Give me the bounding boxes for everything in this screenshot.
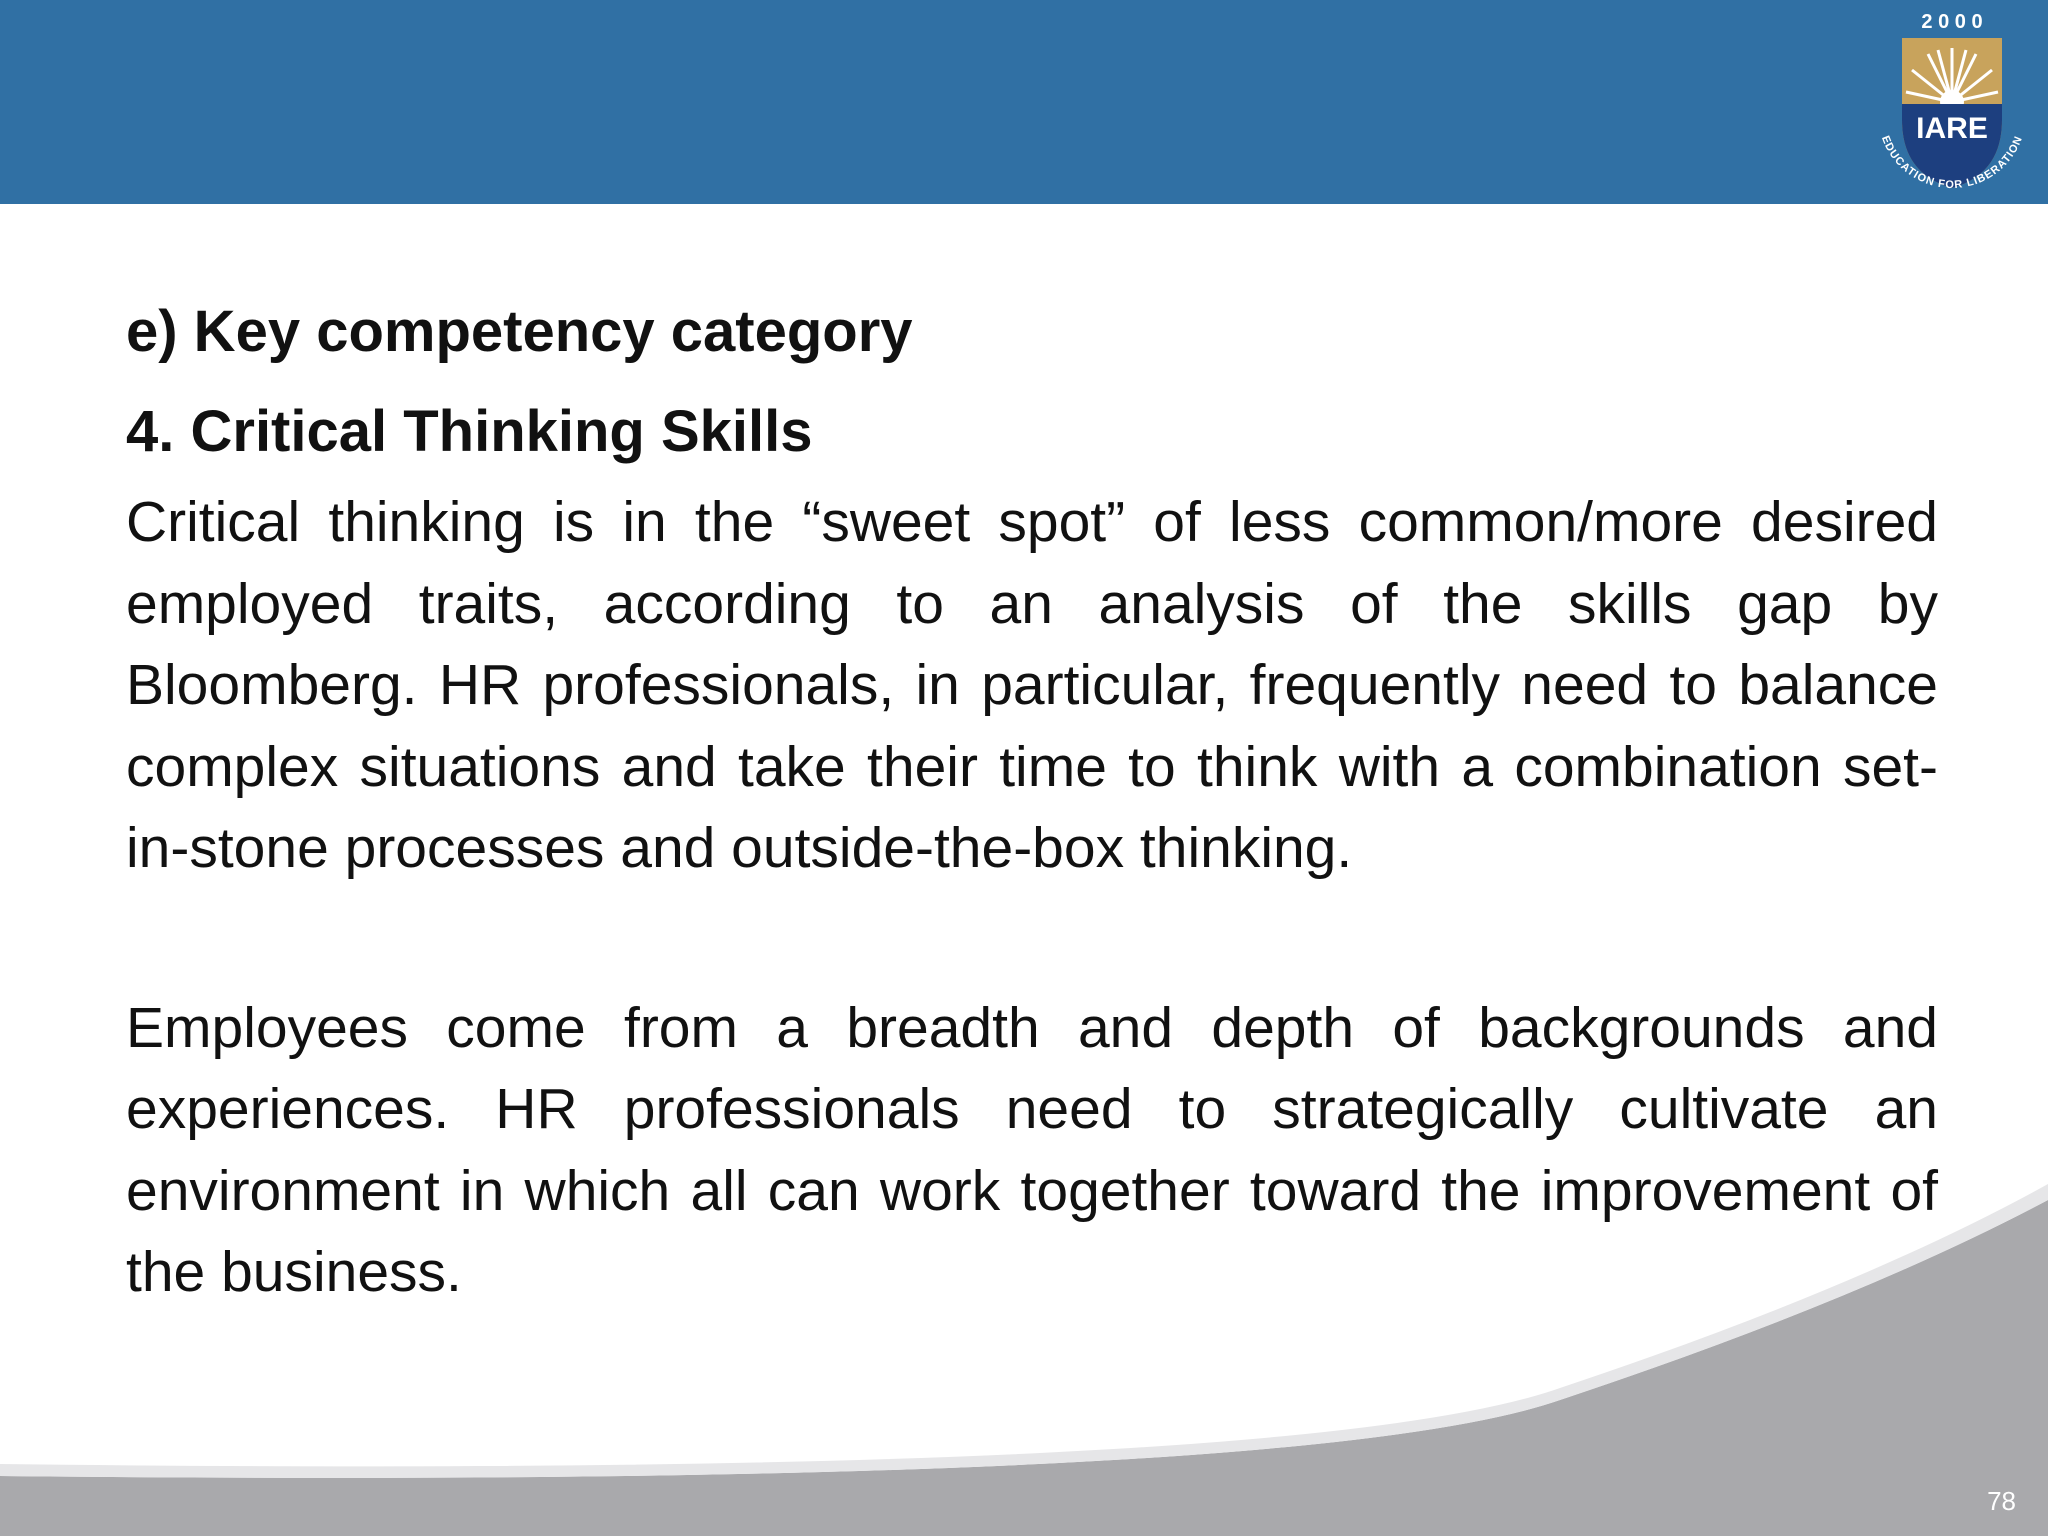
logo-year: 2 0 0 0	[1921, 11, 1983, 33]
category-heading: e) Key competency category	[126, 299, 913, 364]
logo-motto: EDUCATION FOR LIBERATION	[1878, 134, 2026, 192]
paragraph-critical-thinking: Critical thinking is in the “sweet spot” of less common/more desired employed traits, according to an analysis of the skills gap by Bloomberg. HR professionals, in particular, frequently need to balance complex situations and take their time to think with a combination set-in-stone processes and outside-the-box thinking.	[126, 490, 1938, 880]
header-banner	[0, 0, 2048, 204]
paragraph-employees: Employees come from a breadth and depth of backgrounds and experiences. HR professionals need to strategically cultivate an environment in which all can work together toward the improvement of the business.	[126, 995, 1938, 1304]
iare-logo	[1868, 4, 2036, 200]
slide-content	[126, 282, 1938, 1314]
section-heading: 4. Critical Thinking Skills	[126, 399, 813, 464]
page-number: 78	[1987, 1486, 2016, 1516]
logo-name: IARE	[1916, 112, 1988, 145]
